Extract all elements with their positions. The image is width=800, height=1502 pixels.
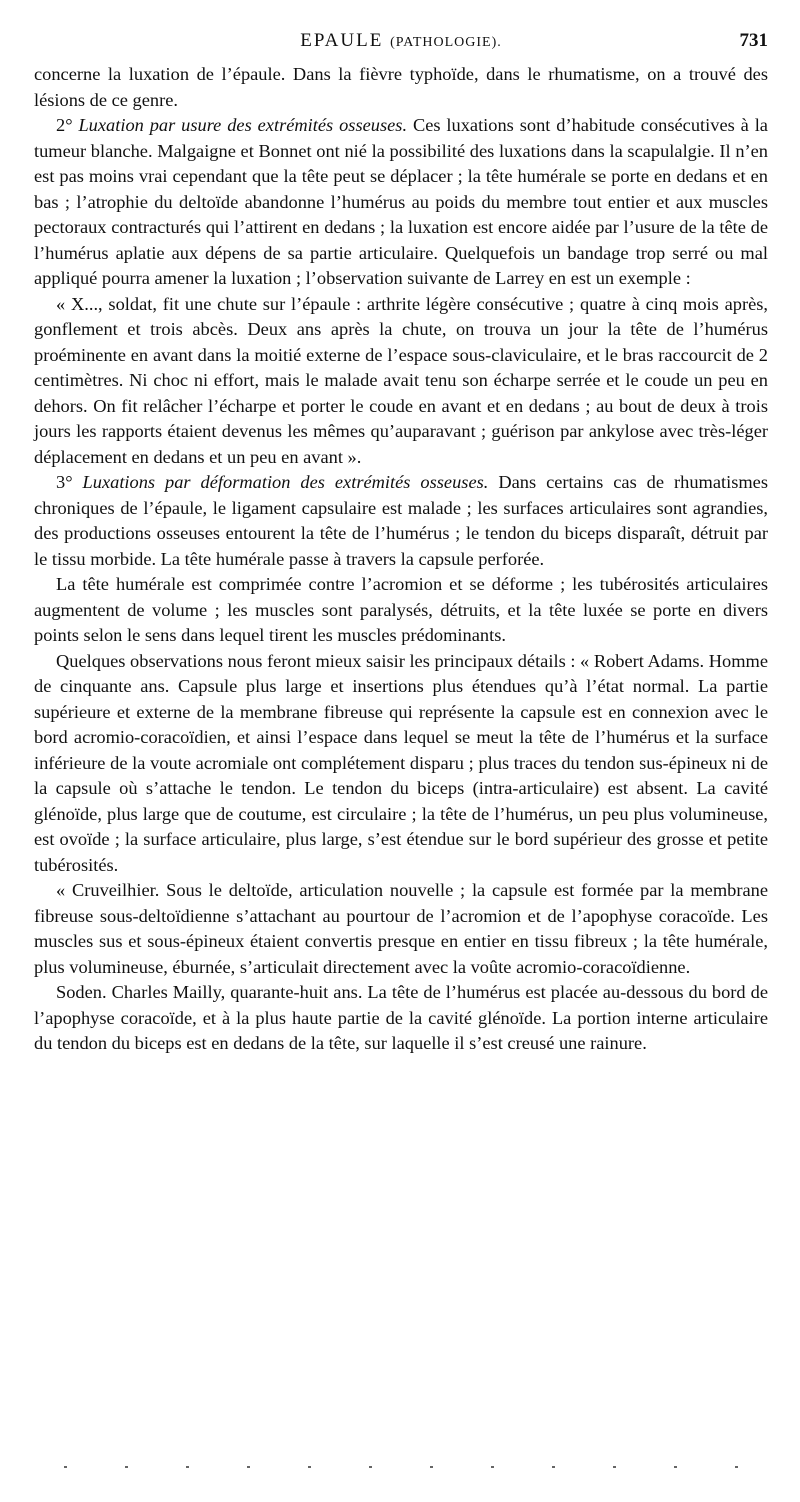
paragraph-6: [34, 649, 768, 879]
body-text: [34, 62, 768, 1057]
scan-dot: [369, 1466, 372, 1468]
paragraph-text: Soden. Charles Mailly, quarante-huit ans. La tête de l’humérus est placée au-dessous du bord de l’apophyse coracoïde, et à la plus haute partie de la cavité glénoïde. La portion interne articulaire du tendon du biceps est en dedans de la tête, sur laquelle il s’est creusé une rainure.: [34, 982, 768, 1053]
section-number: 3°: [56, 472, 73, 492]
section-heading: Luxations par déformation des extrémités osseuses.: [82, 472, 489, 492]
scan-dot: [247, 1466, 250, 1468]
paragraph-2: [34, 113, 768, 292]
scan-dot: [64, 1466, 67, 1468]
scan-dot: [552, 1466, 555, 1468]
section-heading: Luxation par usure des extrémités osseuses.: [78, 115, 408, 135]
scan-dot: [735, 1466, 738, 1468]
paragraph-text: La tête humérale est comprimée contre l’acromion et se déforme ; les tubérosités articulaires augmentent de volume ; les muscles sont paralysés, détruits, et la tête luxée se porte en divers points selon le sens dans lequel tirent les muscles prédominants.: [34, 574, 768, 645]
running-head: [34, 0, 768, 62]
scan-dot: [491, 1466, 494, 1468]
paragraph-text: Dans certains cas de rhumatismes chroniques de l’épaule, le ligament capsulaire est malade ; les surfaces articulaires sont agrandies, des productions osseuses entourent la tête de l’humérus ; le tendon du biceps disparaît, détruit par le tissu morbide. La tête humérale passe à travers la capsule perforée.: [34, 472, 768, 569]
paragraph-text: « Cruveilhier. Sous le deltoïde, articulation nouvelle ; la capsule est formée par la membrane fibreuse sous-deltoïdienne s’attachant au pourtour de l’acromion et de l’apophyse coracoïde. Les muscles sus et sous-épineux étaient convertis presque en entier en tissu fibreux ; la tête humérale, plus volumineuse, éburnée, s’articulait directement avec la voûte acromio-coracoïdienne.: [34, 880, 768, 977]
scan-dot: [613, 1466, 616, 1468]
paragraph-text: Ces luxations sont d’habitude consécutives à la tumeur blanche. Malgaigne et Bonnet ont nié la possibilité des luxations dans la scapulalgie. Il n’en est pas moins vrai cependant que la tête peut se déplacer ; la tête humérale se porte en dedans et en bas ; l’atrophie du deltoïde abandonne l’humérus au poids du membre tout entier et aux muscles pectoraux contracturés qui l’attirent en dedans ; la luxation est encore aidée par l’usure de la tête de l’humérus aplatie aux dépens de sa partie articulaire. Quelquefois un bandage trop serré ou mal appliqué pourra amener la luxation ; l’observation suivante de Larrey en est un exemple :: [34, 115, 768, 288]
paragraph-4: [34, 470, 768, 572]
scan-artifacts: [64, 1466, 738, 1470]
book-page: [34, 0, 768, 1502]
paragraph-text: Quelques observations nous feront mieux saisir les principaux détails : « Robert Adams. Homme de cinquante ans. Capsule plus large et insertions plus étendues qu’à l’état normal. La partie supérieure et externe de la membrane fibreuse qui représente la capsule est en connexion avec le bord acromio-coracoïdien, et ainsi l’espace dans lequel se meut la tête de l’humérus et la surface inférieure de la voute acromiale ont complétement disparu ; plus traces du tendon sus-épineux ni de la capsule où s’attache le tendon. Le tendon du biceps (intra-articulaire) est absent. La cavité glénoïde, plus large que de coutume, est circulaire ; la tête de l’humérus, un peu plus volumineuse, est ovoïde ; la surface articulaire, plus large, s’est étendue sur le bord supérieur des grosse et petite tubérosités.: [34, 650, 768, 875]
paragraph-1: [34, 62, 768, 113]
paragraph-3: [34, 292, 768, 471]
running-title-main: EPAULE: [300, 30, 384, 51]
page-number: 731: [739, 30, 768, 51]
paragraph-7: [34, 878, 768, 980]
running-title-subtitle: (PATHOLOGIE).: [390, 35, 502, 50]
paragraph-text: « X..., soldat, fit une chute sur l’épaule : arthrite légère consécutive ; quatre à cinq mois après, gonflement et trois abcès. Deux ans après la chute, on trouva un jour la tête de l’humérus proéminente en avant dans la moitié externe de l’espace sous-claviculaire, et le bras raccourcit de 2 centimètres. Ni choc ni effort, mais le malade avait tenu son écharpe serrée et le coude un peu en dehors. On fit relâcher l’écharpe et porter le coude en avant et en dedans ; au bout de deux à trois jours les rapports étaient devenus les mêmes qu’auparavant ; guérison par ankylose avec très-léger déplacement en dedans et un peu en avant ».: [34, 293, 768, 467]
paragraph-5: [34, 572, 768, 649]
section-number: 2°: [56, 115, 73, 135]
scan-dot: [125, 1466, 128, 1468]
paragraph-8: [34, 980, 768, 1057]
scan-dot: [186, 1466, 189, 1468]
scan-dot: [430, 1466, 433, 1468]
running-title: [34, 30, 768, 52]
scan-dot: [674, 1466, 677, 1468]
paragraph-text: concerne la luxation de l’épaule. Dans la fièvre typhoïde, dans le rhumatisme, on a trouvé des lésions de ce genre.: [34, 64, 768, 110]
scan-dot: [308, 1466, 311, 1468]
